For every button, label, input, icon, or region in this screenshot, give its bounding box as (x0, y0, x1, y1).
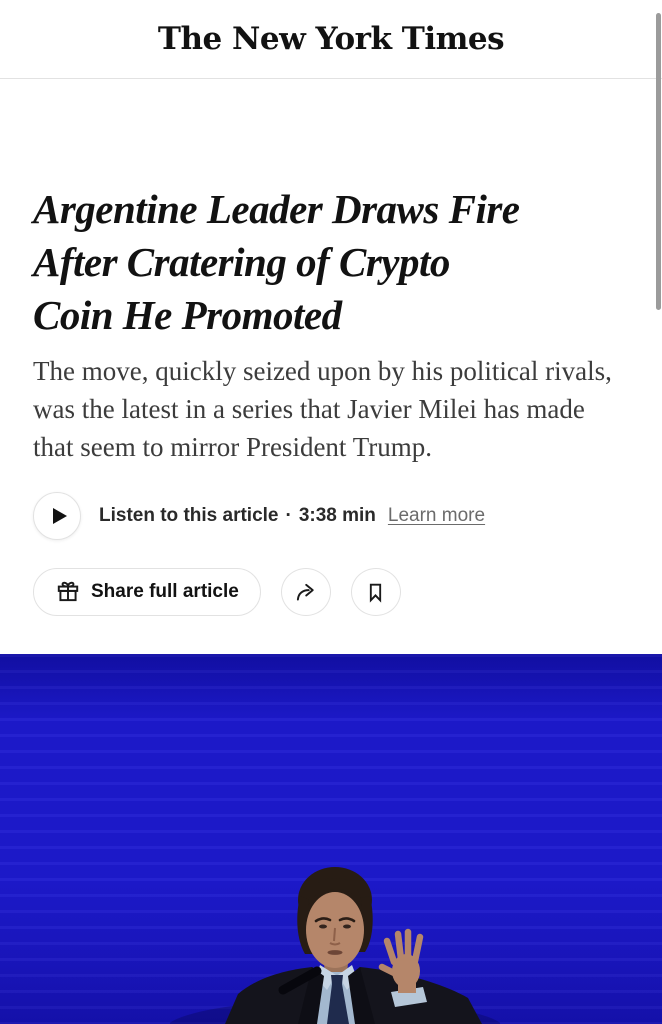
article-headline: Argentine Leader Draws Fire After Cratering of Crypto Coin He Promoted (33, 186, 520, 338)
nyt-logo[interactable]: The New York Times (157, 21, 505, 57)
actions-row (33, 568, 629, 616)
article-body (0, 183, 662, 616)
masthead (0, 0, 662, 79)
share-button[interactable] (281, 568, 331, 616)
tie (331, 975, 343, 984)
article-summary: The move, quickly seized upon by his political rivals, was the latest in a series that Javier Milei has made that seem to mirror President Trump. (33, 356, 612, 462)
listen-row (33, 492, 629, 540)
learn-more-link[interactable]: Learn more (387, 505, 486, 526)
play-button[interactable] (33, 492, 81, 540)
share-arrow-icon (293, 579, 319, 605)
mouth (328, 950, 343, 955)
listen-separator: · (285, 505, 292, 526)
gift-icon (55, 579, 81, 605)
play-icon (49, 506, 69, 526)
bookmark-icon (363, 580, 388, 605)
share-full-article-button[interactable] (33, 568, 261, 616)
save-button[interactable] (351, 568, 401, 616)
scrollbar-thumb[interactable] (656, 13, 661, 310)
article-photo (0, 654, 662, 1024)
speaker-figure (170, 844, 500, 1024)
listen-duration: 3:38 min (298, 505, 376, 526)
share-label: Share full article (91, 581, 239, 602)
listen-label: Listen to this article (99, 505, 279, 526)
listen-text (99, 505, 485, 527)
